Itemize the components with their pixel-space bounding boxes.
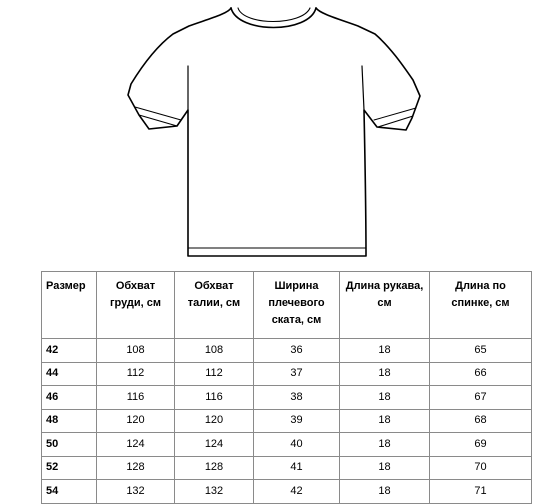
cell-chest: 116 bbox=[97, 386, 175, 410]
cell-chest: 128 bbox=[97, 456, 175, 480]
cell-chest: 132 bbox=[97, 480, 175, 504]
cell-waist: 116 bbox=[175, 386, 254, 410]
cell-sleeve: 18 bbox=[340, 456, 430, 480]
cell-chest: 124 bbox=[97, 433, 175, 457]
table-row bbox=[42, 456, 532, 480]
cell-waist: 124 bbox=[175, 433, 254, 457]
cell-size: 52 bbox=[42, 456, 97, 480]
cell-shoulder: 39 bbox=[254, 409, 340, 433]
table-header-row bbox=[42, 272, 532, 339]
cell-sleeve: 18 bbox=[340, 362, 430, 386]
tshirt-collar-inner bbox=[238, 8, 310, 22]
table-row bbox=[42, 339, 532, 363]
cell-waist: 112 bbox=[175, 362, 254, 386]
armhole-right bbox=[362, 66, 364, 110]
cell-size: 44 bbox=[42, 362, 97, 386]
table-row bbox=[42, 362, 532, 386]
cell-sleeve: 18 bbox=[340, 480, 430, 504]
table-row bbox=[42, 433, 532, 457]
cell-shoulder: 36 bbox=[254, 339, 340, 363]
header-size: Размер bbox=[42, 272, 97, 339]
cell-back: 67 bbox=[430, 386, 532, 410]
cell-sleeve: 18 bbox=[340, 386, 430, 410]
header-chest: Обхват груди, см bbox=[97, 272, 175, 339]
cell-shoulder: 40 bbox=[254, 433, 340, 457]
cell-chest: 120 bbox=[97, 409, 175, 433]
cell-size: 46 bbox=[42, 386, 97, 410]
header-waist: Обхват талии, см bbox=[175, 272, 254, 339]
cell-waist: 128 bbox=[175, 456, 254, 480]
cell-back: 68 bbox=[430, 409, 532, 433]
header-shoulder-width: Ширина плечевого ската, см bbox=[254, 272, 340, 339]
cell-size: 50 bbox=[42, 433, 97, 457]
cell-chest: 108 bbox=[97, 339, 175, 363]
cell-size: 54 bbox=[42, 480, 97, 504]
cell-back: 66 bbox=[430, 362, 532, 386]
header-back-length: Длина по спинке, см bbox=[430, 272, 532, 339]
cell-shoulder: 38 bbox=[254, 386, 340, 410]
cell-waist: 108 bbox=[175, 339, 254, 363]
cell-waist: 120 bbox=[175, 409, 254, 433]
header-sleeve-length: Длина рукава, см bbox=[340, 272, 430, 339]
cell-shoulder: 42 bbox=[254, 480, 340, 504]
table-row bbox=[42, 480, 532, 504]
cell-shoulder: 41 bbox=[254, 456, 340, 480]
table-row bbox=[42, 386, 532, 410]
tshirt-body-outline bbox=[128, 8, 420, 256]
cell-shoulder: 37 bbox=[254, 362, 340, 386]
cell-back: 71 bbox=[430, 480, 532, 504]
cell-waist: 132 bbox=[175, 480, 254, 504]
tshirt-collar bbox=[231, 8, 316, 28]
cell-chest: 112 bbox=[97, 362, 175, 386]
cell-sleeve: 18 bbox=[340, 409, 430, 433]
cell-back: 65 bbox=[430, 339, 532, 363]
cell-sleeve: 18 bbox=[340, 339, 430, 363]
cell-size: 42 bbox=[42, 339, 97, 363]
cell-size: 48 bbox=[42, 409, 97, 433]
cell-sleeve: 18 bbox=[340, 433, 430, 457]
right-sleeve-hem-2 bbox=[374, 108, 416, 120]
size-chart-table bbox=[41, 271, 532, 504]
table-row bbox=[42, 409, 532, 433]
cell-back: 70 bbox=[430, 456, 532, 480]
cell-back: 69 bbox=[430, 433, 532, 457]
